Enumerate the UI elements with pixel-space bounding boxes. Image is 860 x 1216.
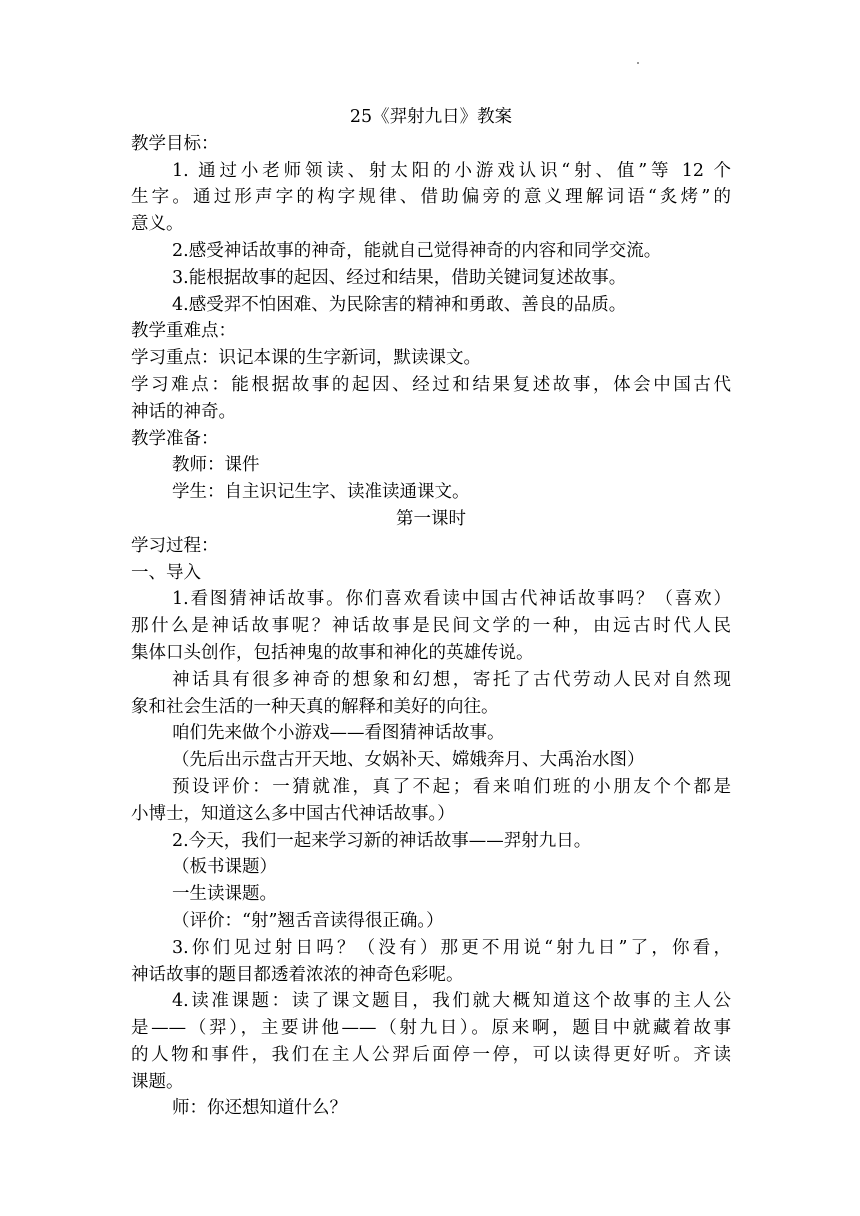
paragraph-2-line-2: 象和社会生活的一种天真的解释和美好的向往。 [131,696,499,717]
paragraph-6: 2.今天，我们一起来学习新的神话故事——羿射九日。 [172,830,592,851]
paragraph-5-line-2: 小博士，知道这么多中国古代神话故事。） [131,803,455,824]
learning-difficulty-line-1: 学习难点：能根据故事的起因、经过和结果复述故事，体会中国古代 [131,374,731,395]
document-page [131,104,731,1122]
learning-focus: 学习重点：识记本课的生字新词，默读课文。 [131,348,481,369]
objective-2: 2.感受神话故事的神奇，能就自己觉得神奇的内容和同学交流。 [172,240,662,261]
paragraph-4: （先后出示盘古开天地、女娲补天、嫦娥奔月、大禹治水图） [172,750,645,771]
document-title: 25《羿射九日》教案 [349,107,513,127]
lesson-heading: 第一课时 [396,508,466,529]
paragraph-11-line-2: 是——（羿），主要讲他——（射九日）。原来啊，题目中就藏着故事 [131,1018,731,1039]
paragraph-11-line-4: 课题。 [131,1071,184,1092]
paragraph-11-line-1: 4.读准课题：读了课文题目，我们就大概知道这个故事的主人公 [172,991,731,1012]
paragraph-5-line-1: 预设评价：一猜就准，真了不起；看来咱们班的小朋友个个都是 [172,776,731,797]
preparation-teacher: 教师：课件 [172,455,260,476]
section-1-heading: 一、导入 [131,562,201,583]
objective-1-line-2: 生字。通过形声字的构字规律、借助偏旁的意义理解词语“炙烤”的 [131,187,731,208]
keypoints-heading: 教学重难点： [131,321,236,342]
paragraph-8: 一生读课题。 [172,884,277,905]
paragraph-1-line-3: 集体口头创作，包括神鬼的故事和神化的英雄传说。 [131,642,534,663]
paragraph-2-line-1: 神话具有很多神奇的想象和幻想，寄托了古代劳动人民对自然现 [172,669,731,690]
process-heading: 学习过程： [131,535,219,556]
paragraph-10-line-2: 神话故事的题目都透着浓浓的神奇色彩呢。 [131,964,464,985]
learning-difficulty-line-2: 神话的神奇。 [131,401,236,422]
paragraph-3: 咱们先来做个小游戏——看图猜神话故事。 [172,723,505,744]
paragraph-12: 师：你还想知道什么？ [172,1098,347,1119]
objectives-heading: 教学目标： [131,133,219,154]
objective-3: 3.能根据故事的起因、经过和结果，借助关键词复述故事。 [172,267,627,288]
objective-1-line-3: 意义。 [131,214,184,235]
objective-1-line-1: 1. 通过小老师领读、射太阳的小游戏认识“射、值”等 12 个 [172,160,731,181]
paragraph-7: （板书课题） [172,857,277,878]
paragraph-10-line-1: 3.你们见过射日吗？（没有）那更不用说“射九日”了，你看， [172,937,731,958]
paragraph-1-line-2: 那什么是神话故事呢？神话故事是民间文学的一种，由远古时代人民 [131,616,731,637]
paragraph-11-line-3: 的人物和事件，我们在主人公羿后面停一停，可以读得更好听。齐读 [131,1044,731,1065]
preparation-heading: 教学准备： [131,428,219,449]
page-dot [637,62,639,64]
objective-4: 4.感受羿不怕困难、为民除害的精神和勇敢、善良的品质。 [172,294,627,315]
paragraph-9: （评价：“射”翘舌音读得很正确。） [172,910,444,931]
paragraph-1-line-1: 1.看图猜神话故事。你们喜欢看读中国古代神话故事吗？（喜欢） [172,589,731,610]
preparation-student: 学生：自主识记生字、读准读通课文。 [172,482,470,503]
